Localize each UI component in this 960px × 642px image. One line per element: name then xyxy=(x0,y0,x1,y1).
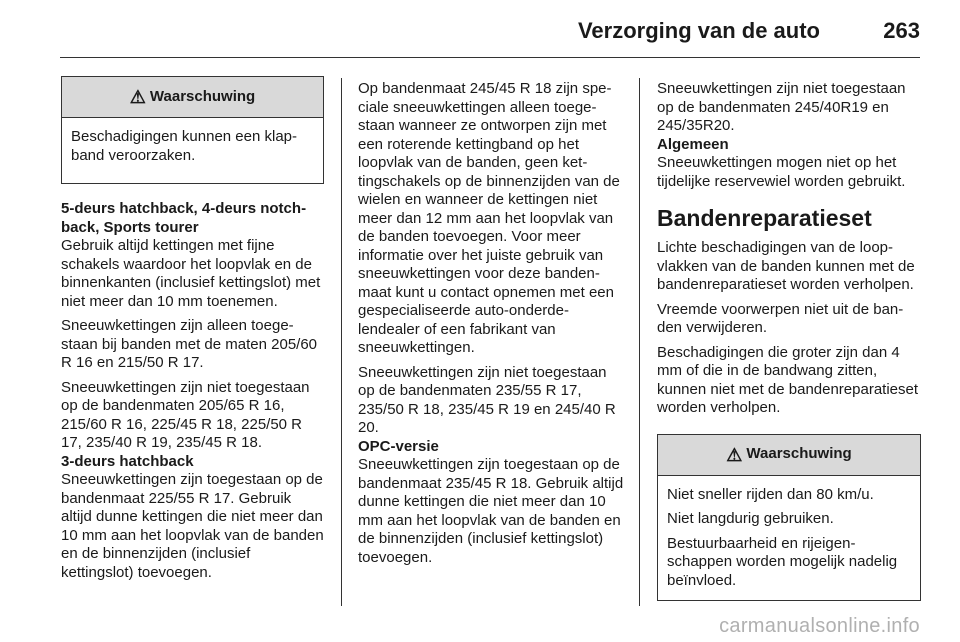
warning-label: Waarschuwing xyxy=(149,87,256,105)
header-rule xyxy=(60,57,920,58)
subheading: 5-deurs hatchback, 4-deurs notchback, Sports tourer xyxy=(61,200,307,236)
column-divider xyxy=(639,78,640,606)
warning-box xyxy=(61,76,324,184)
column-3 xyxy=(657,80,921,617)
subheading: Algemeen xyxy=(657,135,729,153)
paragraph: Sneeuwkettingen zijn alleen toegestaan bij banden met de maten 205/60 R 16 en 215/50 R 17. xyxy=(61,317,318,371)
paragraph: Gebruik altijd kettingen met fijne schakels waardoor het loopvlak en de binnenkanten (inclusief kettingslot) met niet meer dan 10 mm toenemen. xyxy=(61,237,321,310)
paragraph: Sneeuwkettingen zijn niet toegestaan op de bandenmaten 235/55 R 17, 235/50 R 18, 235/45 R 19 en 245/40 R 20. xyxy=(358,363,616,436)
warning-triangle-icon: ⚠ xyxy=(726,444,743,465)
subheading: OPC-versie xyxy=(358,437,439,455)
warning-header xyxy=(658,435,920,476)
paragraph: Op bandenmaat 245/45 R 18 zijn speciale sneeuwkettingen alleen toegestaan wanneer ze ontworpen zijn met een roterende kettingband op het loopvlak van de banden, geen kettingschakels op de binnenzijden van de wielen en wanneer de kettingen niet meer dan 12 mm aan het loopvlak van de banden toevoegen. Voor meer informatie over het juiste gebruik van sneeuwkettingen voor deze bandenmaat kunt u contact opnemen met een gespecialiseerde auto-onderdelendealer of een fabrikant van sneeuwkettingen. xyxy=(358,80,620,356)
paragraph: Lichte beschadigingen van de loopvlakken van de banden kunnen met de bandenreparatieset worden verholpen. xyxy=(657,239,915,293)
warning-body xyxy=(658,476,920,601)
subheading: 3-deurs hatchback xyxy=(61,452,194,470)
paragraph: Sneeuwkettingen zijn niet toegestaan op de bandenmaten 205/65 R 16, 215/60 R 16, 225/45 R 18, 225/50 R 17, 235/40 R 19, 235/45 R 18. xyxy=(61,378,310,451)
warning-triangle-icon: ⚠ xyxy=(129,87,146,107)
page-header xyxy=(60,10,920,60)
warning-item: Bestuurbaarheid en rijeigenschappen worden mogelijk nadelig beïnvloed. xyxy=(667,534,898,589)
warning-item: Niet langdurig gebruiken. xyxy=(667,510,834,527)
warning-label: Waarschuwing xyxy=(746,445,852,463)
watermark: carmanualsonline.info xyxy=(719,615,920,637)
page-title: Verzorging van de auto xyxy=(577,18,820,43)
paragraph: Sneeuwkettingen zijn niet toegestaan op de bandenmaten 245/40R19 en 245/35R20. xyxy=(657,80,906,134)
section-title: Bandenreparatieset xyxy=(657,205,872,231)
warning-text: Beschadigingen kunnen een klapband veroorzaken. xyxy=(71,128,298,164)
warning-box xyxy=(657,434,921,602)
page-number: 263 xyxy=(883,18,920,43)
column-1 xyxy=(61,76,324,588)
warning-item: Niet sneller rijden dan 80 km/u. xyxy=(667,485,874,503)
paragraph: Sneeuwkettingen mogen niet op het tijdelijke reservewiel worden gebruikt. xyxy=(657,154,906,190)
column-divider xyxy=(341,78,342,606)
column-2 xyxy=(358,80,624,573)
paragraph: Vreemde voorwerpen niet uit de banden verwijderen. xyxy=(657,300,904,336)
warning-body xyxy=(62,118,323,183)
paragraph: Sneeuwkettingen zijn toegestaan op de bandenmaat 225/55 R 17. Gebruik altijd dunne kettingen die niet meer dan 10 mm aan het loopvlak van de banden en de binnenzijden (inclusief kettingslot) toevoegen. xyxy=(61,471,324,581)
paragraph: Sneeuwkettingen zijn toegestaan op de bandenmaat 235/45 R 18. Gebruik altijd dunne kettingen die niet meer dan 10 mm aan het loopvlak van de banden en de binnenzijden (inclusief kettingslot) toevoegen. xyxy=(358,456,624,566)
warning-header xyxy=(62,77,323,118)
paragraph: Beschadigingen die groter zijn dan 4 mm of die in de bandwang zitten, kunnen niet met de bandenreparatieset worden verholpen. xyxy=(657,343,919,416)
